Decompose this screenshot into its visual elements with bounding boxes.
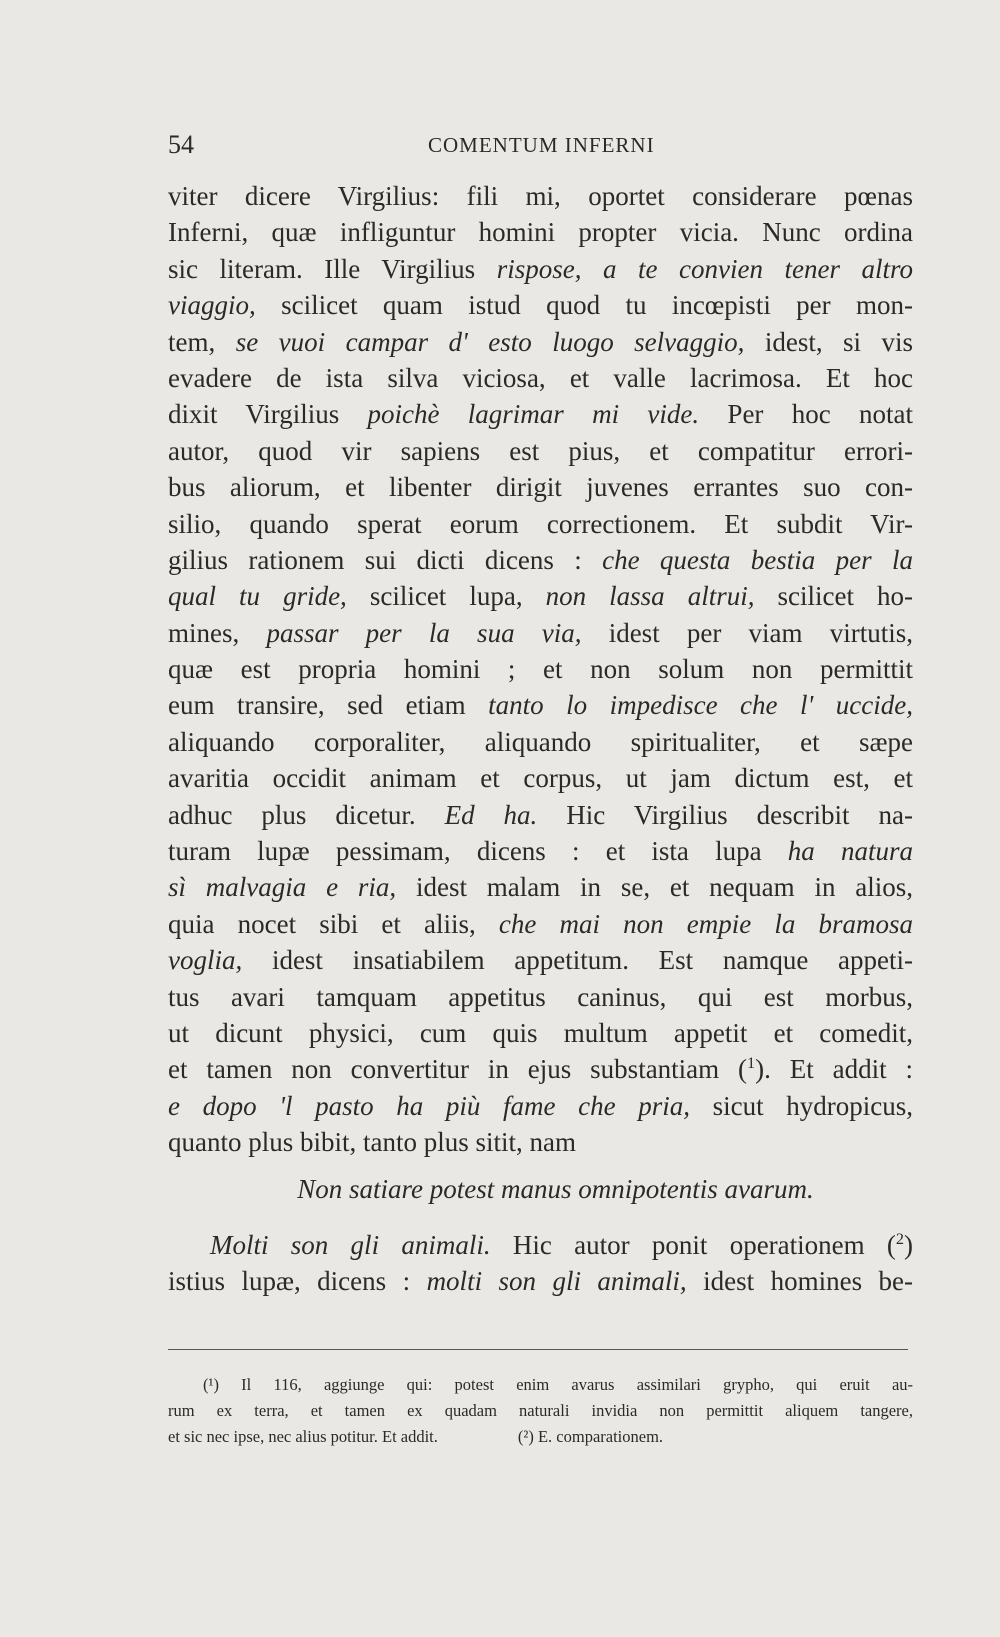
text-line: istius lupæ, dicens : molti son gli animali, idest homines be-: [168, 1265, 913, 1296]
text-line: tus avari tamquam appetitus caninus, qui est morbus,: [168, 981, 913, 1012]
text-line: viter dicere Virgilius: fili mi, oportet considerare pœnas: [168, 181, 913, 211]
footnote-line: (¹) Il 116, aggiunge qui: potest enim avarus assimilari grypho, qui eruit au-: [203, 1375, 914, 1394]
text-line: quia nocet sibi et aliis, che mai non empie la bramosa: [168, 908, 913, 939]
text-line: tem, se vuoi campar d' esto luogo selvaggio, idest, si vis: [168, 326, 914, 357]
text-line: viaggio, scilicet quam istud quod tu incœpisti per mon-: [168, 290, 913, 321]
text-line: Molti son gli animali. Hic autor ponit operationem ($^2$): [210, 1229, 914, 1260]
text-line: quæ est propria homini ; et non solum non permittit: [168, 654, 913, 685]
text-line: quanto plus bibit, tanto plus sitit, nam: [168, 1127, 576, 1158]
text-line: e dopo 'l pasto ha più fame che pria, sicut hydropicus,: [168, 1090, 913, 1121]
text-line: voglia, idest insatiabilem appetitum. Est namque appeti-: [168, 945, 913, 976]
text-line: sì malvagia e ria, idest malam in se, et nequam in alios,: [168, 872, 913, 903]
text-line: eum transire, sed etiam tanto lo impedisce che l' uccide,: [168, 690, 913, 721]
text-line: dixit Virgilius poichè lagrimar mi vide. Per hoc notat: [168, 399, 913, 430]
main-text: [168, 178, 913, 1299]
text-line: evadere de ista silva viciosa, et valle lacrimosa. Et hoc: [168, 362, 913, 393]
footnote-marker: (¹): [203, 1375, 219, 1394]
text-line: bus aliorum, et libenter dirigit juvenes errantes suo con-: [168, 472, 913, 503]
text-line: avaritia occidit animam et corpus, ut jam dictum est, et: [168, 763, 913, 794]
footnote-line: rum ex terra, et tamen ex quadam naturali invidia non permittit aliquem tangere,: [168, 1401, 913, 1420]
page-header: [168, 130, 913, 166]
text-line: qual tu gride, scilicet lupa, non lassa altrui, scilicet ho-: [168, 581, 914, 612]
footnote-line: et sic nec ipse, nec alius potitur. Et addit. (²) E. comparationem.: [168, 1427, 664, 1446]
text-line: ut dicunt physici, cum quis multum appetit et comedit,: [168, 1017, 913, 1048]
text-line: sic literam. Ille Virgilius rispose, a te convien tener altro: [168, 253, 914, 284]
text-line: gilius rationem sui dicti dicens : che questa bestia per la: [168, 544, 913, 575]
running-title: COMENTUM INFERNI: [428, 133, 655, 157]
text-line: silio, quando sperat eorum correctionem. Et subdit Vir-: [168, 508, 913, 539]
footnote-divider: [168, 1349, 908, 1350]
footnote-2: (²) E. comparationem.: [517, 1427, 664, 1446]
text-line: adhuc plus dicetur. Ed ha. Hic Virgilius describit na-: [168, 799, 913, 830]
text-line: aliquando corporaliter, aliquando spiritualiter, et sæpe: [168, 726, 913, 757]
page-number: 54: [168, 130, 194, 159]
text-line: autor, quod vir sapiens est pius, et compatitur errori-: [168, 435, 913, 466]
text-line: et tamen non convertitur in ejus substantiam ($^1$). Et addit :: [168, 1054, 913, 1085]
text-line: Inferni, quæ infliguntur homini propter vicia. Nunc ordina: [168, 217, 913, 248]
footnote-ref: 2: [895, 1229, 905, 1248]
footnote-ref: 1: [747, 1054, 756, 1073]
text-line: mines, passar per la sua via, idest per viam virtutis,: [168, 617, 913, 648]
text-line: turam lupæ pessimam, dicens : et ista lupa ha natura: [168, 836, 913, 867]
footnotes: [168, 1372, 913, 1450]
verse-quotation: Non satiare potest manus omnipotentis avarum.: [297, 1173, 814, 1204]
